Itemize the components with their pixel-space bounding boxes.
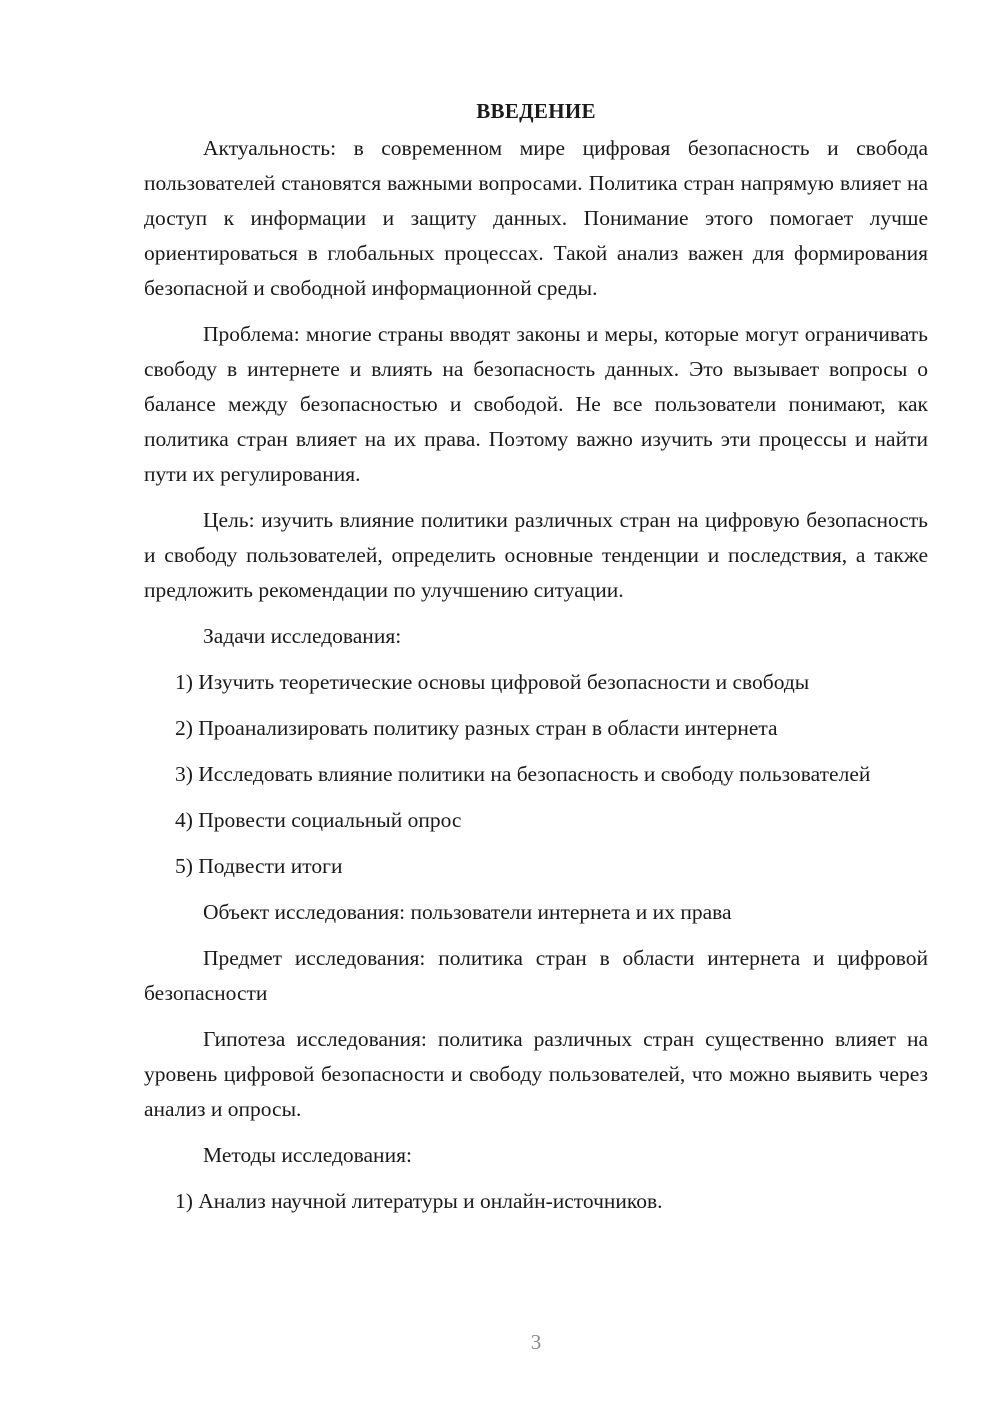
subject-paragraph: Предмет исследования: политика стран в области интернета и цифровой безопасности <box>144 946 928 1005</box>
task-item-4: 4) Провести социальный опрос <box>175 808 462 832</box>
task-item-3: 3) Исследовать влияние политики на безопасность и свободу пользователей <box>175 762 871 786</box>
method-item-1: 1) Анализ научной литературы и онлайн-источников. <box>175 1189 663 1213</box>
hypothesis-paragraph: Гипотеза исследования: политика различных стран существенно влияет на уровень цифровой безопасности и свободу пользователей, что можно выявить через анализ и опросы. <box>144 1027 928 1121</box>
page-number: 3 <box>530 1330 542 1354</box>
goal-paragraph: Цель: изучить влияние политики различных стран на цифровую безопасность и свободу пользователей, определить основные тенденции и последствия, а также предложить рекомендации по улучшению ситуации. <box>144 508 928 602</box>
methods-heading: Методы исследования: <box>203 1143 412 1167</box>
object-paragraph: Объект исследования: пользователи интернета и их права <box>203 900 732 924</box>
tasks-heading: Задачи исследования: <box>203 624 402 648</box>
problem-paragraph: Проблема: многие страны вводят законы и меры, которые могут ограничивать свободу в интернете и влиять на безопасность данных. Это вызывает вопросы о балансе между безопасностью и свободой. Не все пользователи понимают, как политика стран влияет на их права. Поэтому важно изучить эти процессы и найти пути их регулирования. <box>144 322 928 486</box>
task-item-5: 5) Подвести итоги <box>175 854 343 878</box>
task-item-1: 1) Изучить теоретические основы цифровой безопасности и свободы <box>175 670 810 694</box>
section-title: ВВЕДЕНИЕ <box>476 99 596 123</box>
document-page <box>144 96 928 1230</box>
relevance-paragraph: Актуальность: в современном мире цифровая безопасность и свобода пользователей становятся важными вопросами. Политика стран напрямую влияет на доступ к информации и защиту данных. Понимание этого помогает лучше ориентироваться в глобальных процессах. Такой анализ важен для формирования безопасной и свободной информационной среды. <box>144 136 928 300</box>
task-item-2: 2) Проанализировать политику разных стран в области интернета <box>175 716 778 740</box>
